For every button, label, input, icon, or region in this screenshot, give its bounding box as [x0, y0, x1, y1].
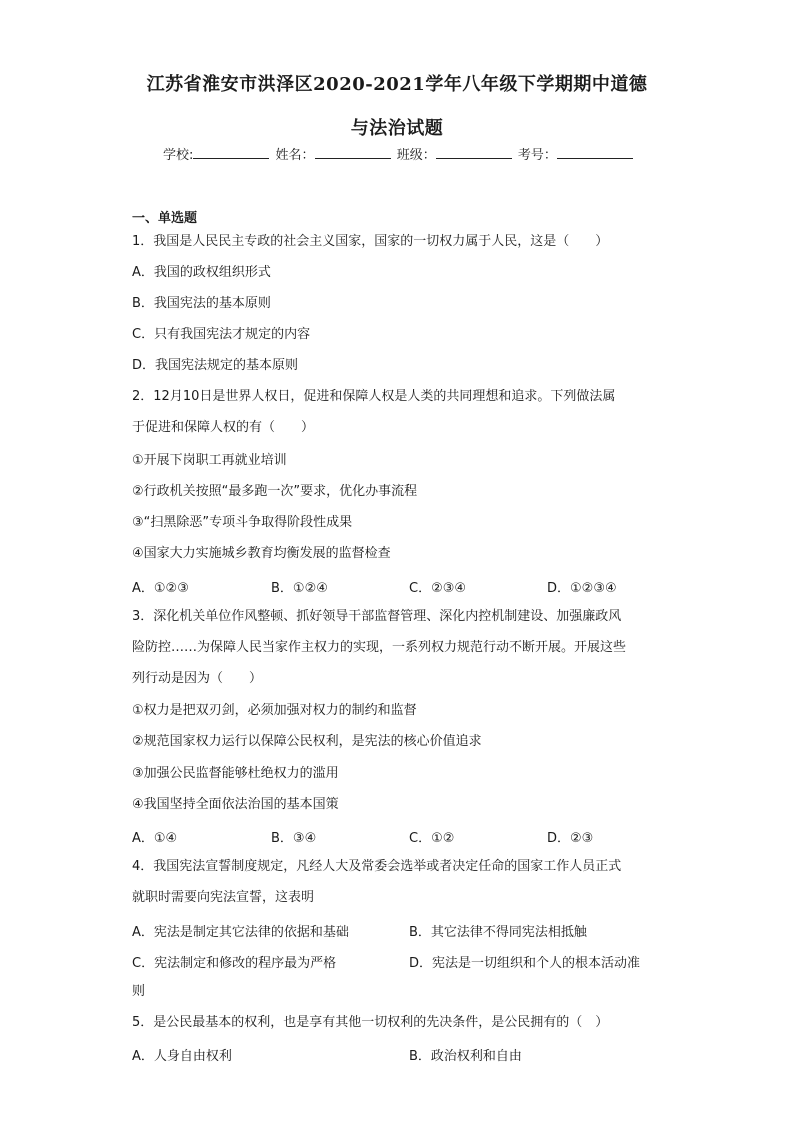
q1-stem: 1．我国是人民民主专政的社会主义国家，国家的一切权力属于人民，这是（ ） — [132, 234, 609, 249]
name-label: 姓名： — [275, 148, 315, 163]
q4-option-a: A．宪法是制定其它法律的依据和基础 — [132, 925, 349, 940]
q3-statement-1: ①权力是把双刃剑，必须加强对权力的制约和监督 — [132, 703, 417, 718]
school-label: 学校: — [163, 148, 194, 163]
student-info-row — [163, 144, 633, 163]
q2-stem-line-1: 2．12月10日是世界人权日，促进和保障人权是人类的共同理想和追求。下列做法属 — [132, 389, 616, 404]
q1-option-a: A．我国的政权组织形式 — [132, 265, 271, 280]
q3-stem-line-1: 3．深化机关单位作风整顿、抓好领导干部监督管理、深化内控机制建设、加强廉政风 — [132, 609, 622, 624]
q3-option-b: B．③④ — [271, 831, 317, 846]
q1-option-c: C．只有我国宪法才规定的内容 — [132, 327, 311, 342]
q5-option-b: B．政治权利和自由 — [409, 1049, 522, 1064]
school-blank[interactable] — [193, 146, 269, 159]
q4-option-d-continuation: 则 — [132, 984, 146, 999]
q2-statement-1: ①开展下岗职工再就业培训 — [132, 453, 287, 468]
q4-option-c: C．宪法制定和修改的程序最为严格 — [132, 956, 337, 971]
q4-stem-line-2: 就职时需要向宪法宣誓，这表明 — [132, 890, 315, 905]
q3-option-d: D．②③ — [547, 831, 594, 846]
q2-statement-2: ②行政机关按照“最多跑一次”要求，优化办事流程 — [132, 484, 418, 499]
class-label: 班级： — [396, 148, 436, 163]
q3-statement-2: ②规范国家权力运行以保障公民权利，是宪法的核心价值追求 — [132, 734, 482, 749]
q1-option-d: D．我国宪法规定的基本原则 — [132, 358, 299, 373]
q4-option-d: D．宪法是一切组织和个人的根本活动准 — [409, 956, 641, 971]
q2-option-d: D．①②③④ — [547, 581, 617, 596]
q2-option-c: C．②③④ — [409, 581, 467, 596]
class-blank[interactable] — [436, 146, 512, 159]
q4-stem-line-1: 4．我国宪法宣誓制度规定，凡经人大及常委会选举或者决定任命的国家工作人员正式 — [132, 859, 622, 874]
q5-option-a: A．人身自由权利 — [132, 1049, 232, 1064]
q2-stem-line-2: 于促进和保障人权的有（ ） — [132, 420, 315, 435]
q1-option-b: B．我国宪法的基本原则 — [132, 296, 271, 311]
exam-title-line-1: 江苏省淮安市洪泽区2020-2021学年八年级下学期期中道德 — [146, 74, 648, 95]
q3-statement-4: ④我国坚持全面依法治国的基本国策 — [132, 797, 339, 812]
q2-statement-3: ③“扫黑除恶”专项斗争取得阶段性成果 — [132, 515, 353, 530]
q4-option-b: B．其它法律不得同宪法相抵触 — [409, 925, 587, 940]
q3-option-c: C．①② — [409, 831, 455, 846]
q3-stem-line-3: 列行动是因为（ ） — [132, 671, 263, 686]
q2-option-b: B．①②④ — [271, 581, 328, 596]
q3-stem-line-2: 险防控……为保障人民当家作主权力的实现，一系列权力规范行动不断开展。开展这些 — [132, 640, 627, 655]
q2-option-a: A．①②③ — [132, 581, 189, 596]
q5-stem: 5．是公民最基本的权利，也是享有其他一切权利的先决条件，是公民拥有的（ ） — [132, 1015, 609, 1030]
number-blank[interactable] — [557, 146, 633, 159]
q3-option-a: A．①④ — [132, 831, 178, 846]
q2-statement-4: ④国家大力实施城乡教育均衡发展的监督检查 — [132, 546, 391, 561]
section-heading: 一、单选题 — [132, 211, 198, 226]
q3-statement-3: ③加强公民监督能够杜绝权力的滥用 — [132, 766, 339, 781]
exam-title-line-2: 与法治试题 — [350, 118, 444, 139]
name-blank[interactable] — [315, 146, 391, 159]
number-label: 考号： — [517, 148, 557, 163]
